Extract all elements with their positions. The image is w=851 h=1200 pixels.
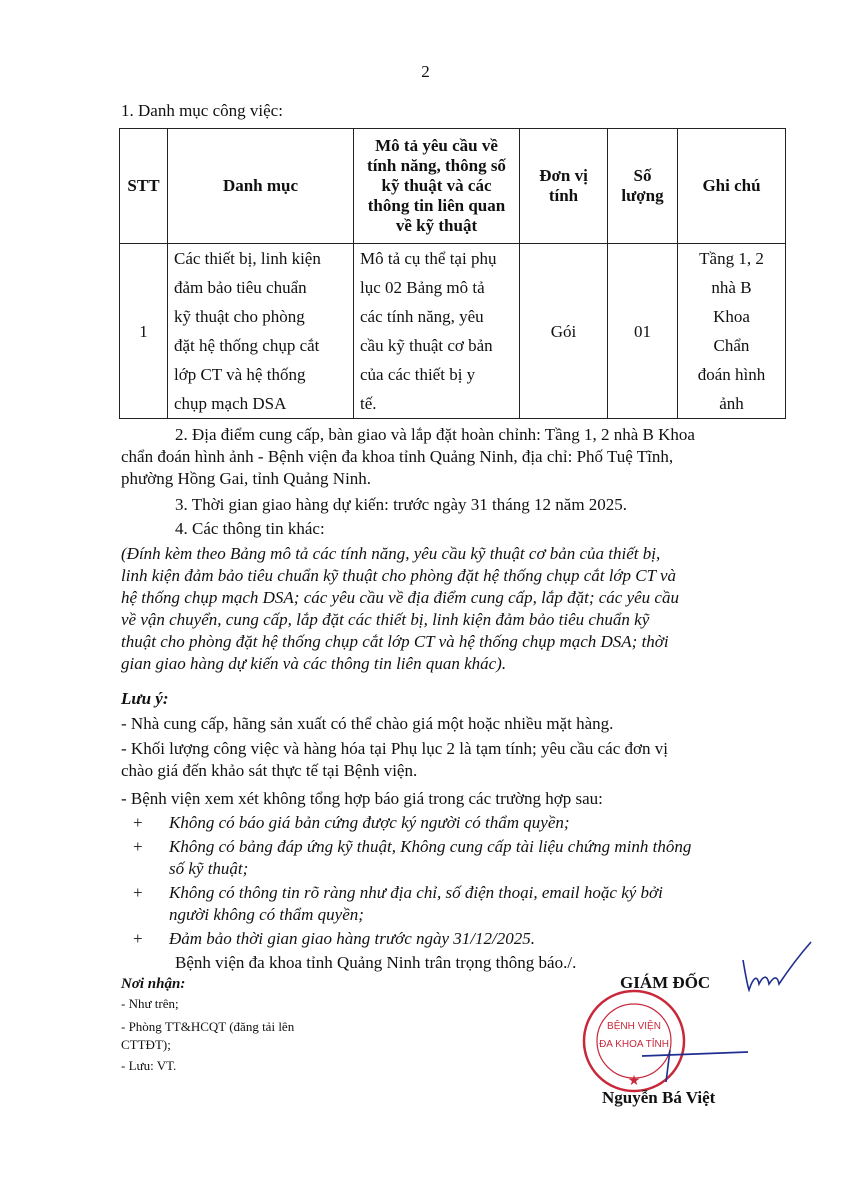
director-title: GIÁM ĐỐC — [620, 973, 711, 992]
recipients-title: Nơi nhận: — [121, 976, 186, 992]
page-number: 2 — [421, 62, 430, 81]
recipients-block — [121, 975, 381, 1075]
cell-description: Mô tả cụ thể tại phụ lục 02 Bảng mô tả các tính năng, yêu cầu kỹ thuật cơ bản của các thiết bị y tế. — [354, 244, 520, 419]
header-unit: Đơn vị tính — [520, 129, 608, 244]
attachment-paragraph: (Đính kèm theo Bảng mô tả các tính năng, yêu cầu kỹ thuật cơ bản của thiết bị, linh kiện đảm bảo tiêu chuẩn kỹ thuật cho phòng đặt hệ thống chụp cắt lớp CT và hệ thống chụp mạch DSA; các yêu cầu về địa điểm cung cấp, lắp đặt; các yêu cầu về vận chuyển, cung cấp, lắp đặt các thiết bị, linh kiện đảm bảo tiêu chuẩn kỹ thuật cho phòng đặt hệ thống chụp cắt lớp CT và hệ thống chụp mạch DSA; thời gian giao hàng dự kiến và các thông tin liên quan khác). — [121, 544, 679, 673]
svg-text:★: ★ — [627, 1072, 641, 1088]
note-item: - Nhà cung cấp, hãng sản xuất có thể chào giá một hoặc nhiều mặt hàng. — [121, 714, 614, 733]
cell-stt: 1 — [120, 244, 168, 419]
recipient-item: - Phòng TT&HCQT (đăng tải lên — [121, 1019, 295, 1034]
recipient-item: - Lưu: VT. — [121, 1058, 177, 1073]
header-quantity: Số lượng — [608, 129, 678, 244]
cell-unit: Gói — [520, 244, 608, 419]
location-paragraph: 2. Địa điểm cung cấp, bàn giao và lắp đặt hoàn chỉnh: Tầng 1, 2 nhà B Khoa chẩn đoán hình ảnh - Bệnh viện đa khoa tỉnh Quảng Ninh, địa chỉ: Phố Tuệ Tĩnh, phường Hồng Gai, tỉnh Quảng Ninh. — [121, 425, 695, 488]
bullet-item: + Đảm bảo thời gian giao hàng trước ngày 31/12/2025. — [133, 929, 535, 948]
header-category: Danh mục — [168, 129, 354, 244]
other-info-paragraph: 4. Các thông tin khác: — [175, 519, 325, 538]
note-item: - Khối lượng công việc và hàng hóa tại Phụ lục 2 là tạm tính; yêu cầu các đơn vị chào giá đến khảo sát thực tế tại Bệnh viện. — [121, 739, 668, 780]
signer-name: Nguyễn Bá Việt — [602, 1088, 716, 1107]
closing-statement: Bệnh viện đa khoa tỉnh Quảng Ninh trân trọng thông báo./. — [175, 953, 577, 972]
table-header-row — [120, 129, 786, 244]
signature-stroke — [640, 1046, 752, 1086]
stamp-text-line: BỆNH VIỆN — [607, 1021, 661, 1032]
header-stt: STT — [120, 129, 168, 244]
cell-note: Tầng 1, 2 nhà B Khoa Chẩn đoán hình ảnh — [678, 244, 786, 419]
stamp-text-line: ĐA KHOA TỈNH — [599, 1039, 669, 1050]
bullet-item: + Không có bảng đáp ứng kỹ thuật, Không cung cấp tài liệu chứng minh thông số kỹ thuật; — [133, 837, 692, 878]
note-title: Lưu ý: — [121, 689, 169, 708]
cell-category: Các thiết bị, linh kiện đảm bảo tiêu chuẩn kỹ thuật cho phòng đặt hệ thống chụp cắt lớp CT và hệ thống chụp mạch DSA — [168, 244, 354, 419]
header-description: Mô tả yêu cầu về tính năng, thông số kỹ thuật và các thông tin liên quan về kỹ thuật — [354, 129, 520, 244]
header-note: Ghi chú — [678, 129, 786, 244]
bullet-item: + Không có thông tin rõ ràng như địa chỉ, số điện thoại, email hoặc ký bởi người không có thẩm quyền; — [133, 883, 663, 924]
handwritten-signature — [735, 938, 815, 1008]
note-item: - Bệnh viện xem xét không tổng hợp báo giá trong các trường hợp sau: — [121, 789, 603, 808]
recipient-item: CTTĐT); — [121, 1037, 171, 1052]
recipient-item: - Như trên; — [121, 996, 179, 1011]
section-title: 1. Danh mục công việc: — [121, 101, 283, 120]
work-items-table — [119, 128, 786, 419]
bullet-item: + Không có báo giá bản cứng được ký người có thẩm quyền; — [133, 813, 570, 832]
delivery-paragraph: 3. Thời gian giao hàng dự kiến: trước ngày 31 tháng 12 năm 2025. — [175, 495, 628, 514]
cell-quantity: 01 — [608, 244, 678, 419]
table-row — [120, 244, 786, 419]
